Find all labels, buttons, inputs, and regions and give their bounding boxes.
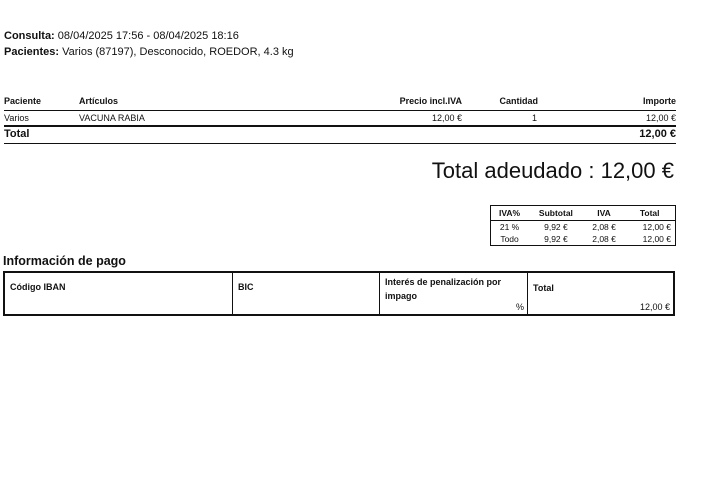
interest-cell xyxy=(380,273,528,314)
vat-cell: 9,92 € xyxy=(544,234,568,244)
vat-col-subtotal: Subtotal xyxy=(528,206,584,221)
payment-box xyxy=(3,271,675,316)
consulta-line xyxy=(4,30,239,42)
consulta-label: Consulta: xyxy=(4,30,55,42)
vat-col-rate: IVA% xyxy=(491,206,529,221)
payment-total-value: 12,00 € xyxy=(639,302,670,312)
iban-label: Código IBAN xyxy=(10,282,66,292)
table-row xyxy=(491,221,676,234)
row-importe: 12,00 € xyxy=(645,113,676,123)
row-cantidad: 1 xyxy=(531,113,537,123)
iban-cell xyxy=(5,273,233,314)
items-total-row xyxy=(4,128,676,144)
vat-cell: 2,08 € xyxy=(592,222,616,232)
col-articulos-header: Artículos xyxy=(79,96,119,106)
col-importe-header: Importe xyxy=(642,96,676,106)
vat-cell: 9,92 € xyxy=(544,222,568,232)
vat-col-total: Total xyxy=(624,206,675,221)
payment-total-cell xyxy=(528,273,673,314)
col-cantidad-header: Cantidad xyxy=(499,96,538,106)
pacientes-line xyxy=(4,46,294,58)
items-bottom-rule xyxy=(4,143,676,144)
grand-total: Total adeudado : 12,00 € xyxy=(431,158,674,183)
vat-cell: 2,08 € xyxy=(592,234,616,244)
col-precio-header: Precio incl.IVA xyxy=(399,96,462,106)
row-paciente: Varios xyxy=(4,113,29,123)
consulta-value: 08/04/2025 17:56 - 08/04/2025 18:16 xyxy=(57,30,239,42)
interest-label: Interés de penalización por impago xyxy=(385,277,502,301)
bic-label: BIC xyxy=(238,282,254,292)
items-header-rule xyxy=(4,110,676,111)
payment-total-label: Total xyxy=(533,283,554,293)
vat-cell: 12,00 € xyxy=(642,222,671,232)
pacientes-label: Pacientes: xyxy=(4,46,60,58)
items-total-label: Total xyxy=(4,128,30,140)
vat-cell: 21 % xyxy=(499,222,520,232)
items-total-value: 12,00 € xyxy=(639,128,676,140)
row-precio: 12,00 € xyxy=(431,113,462,123)
items-total-rule xyxy=(4,125,676,127)
vat-table xyxy=(490,205,676,246)
items-table-header xyxy=(4,96,676,110)
vat-cell: 12,00 € xyxy=(642,234,671,244)
payment-title: Información de pago xyxy=(3,254,126,268)
vat-cell: Todo xyxy=(500,234,519,244)
col-paciente-header: Paciente xyxy=(4,96,42,106)
table-row xyxy=(491,233,676,246)
bic-cell xyxy=(233,273,380,314)
vat-table-header xyxy=(491,206,676,221)
pacientes-value: Varios (87197), Desconocido, ROEDOR, 4.3 kg xyxy=(62,46,294,58)
vat-col-iva: IVA xyxy=(584,206,625,221)
interest-value: % xyxy=(515,302,524,312)
row-articulo: VACUNA RABIA xyxy=(79,113,145,123)
